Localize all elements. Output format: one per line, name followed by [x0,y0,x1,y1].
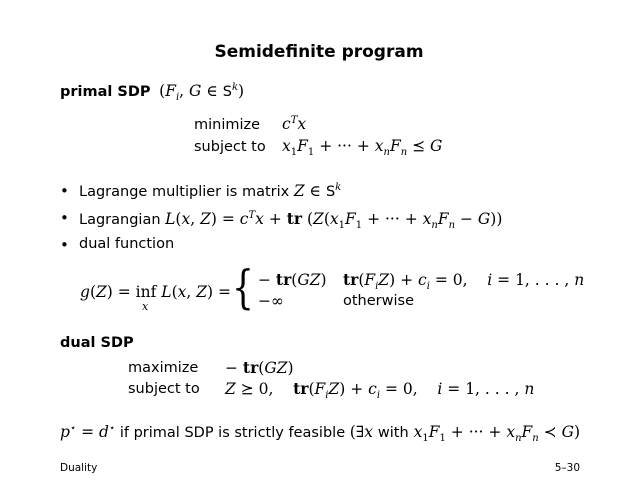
bullet-math: L(x, $Z) = c^Tx$ + tr ($Z(x_1F_1$ + ··· + $x_nF_n - G$)) [165,209,503,232]
primal-kw-minimize: minimize [194,117,261,133]
bullet-icon: • [60,236,69,254]
dual-constraint: Z ⪰ 0, $tr(F_iZ) + c_i = 0$, i = 1, . . . , n [225,379,535,402]
bullet-math: Z ∈ $S^k$ [293,182,342,201]
conclusion-lhs: p⋆ = d⋆ [60,423,116,442]
bullet-lagrangian [79,209,502,231]
dual-heading: dual SDP [60,335,134,351]
case2-cond: otherwise [343,293,414,309]
bullet-text: Lagrangian [79,212,161,228]
dual-objective: − tr(GZ) [225,358,294,377]
primal-constraint: $x_1F_1$ + ··· + $x_nF_n$ ⪯ G [282,137,443,159]
primal-heading-row [60,82,244,103]
primal-params: ($F_i$, G ∈ $S^k$) [159,82,245,104]
slide-title: Semidefinite program [214,42,424,62]
conclusion-condition: (∃x with $x_1F_1$ + ··· + $x_nF_n$ ≺ G) [349,423,581,445]
case1-expr: − tr(GZ) [258,270,327,289]
case1-cond: $tr(F_iZ) + c_i = 0$, i = 1, . . . , n [343,270,585,293]
bullet-text: Lagrange multiplier is matrix [79,184,290,201]
inf-subscript: x [142,300,149,313]
footer-section: Duality [60,462,98,474]
dual-kw-maximize: maximize [128,360,199,376]
case2-expr: −∞ [258,292,284,310]
conclusion-line [60,423,580,444]
bullet-lagrange-multiplier [79,182,341,200]
primal-heading: primal SDP [60,84,151,101]
bullet-icon: • [60,182,69,200]
dual-function-lhs: g(Z) = inf L(x, Z) = [80,283,231,301]
footer-page-number: 5–30 [554,462,580,474]
primal-objective: $c^Tx$ [282,115,307,134]
primal-kw-subject-to: subject to [194,139,266,155]
bullet-icon: • [60,209,69,227]
left-brace: { [232,260,254,314]
bullet-dual-function: dual function [79,236,175,252]
dual-kw-subject-to: subject to [128,381,200,397]
conclusion-text: if primal SDP is strictly feasible [119,425,346,442]
